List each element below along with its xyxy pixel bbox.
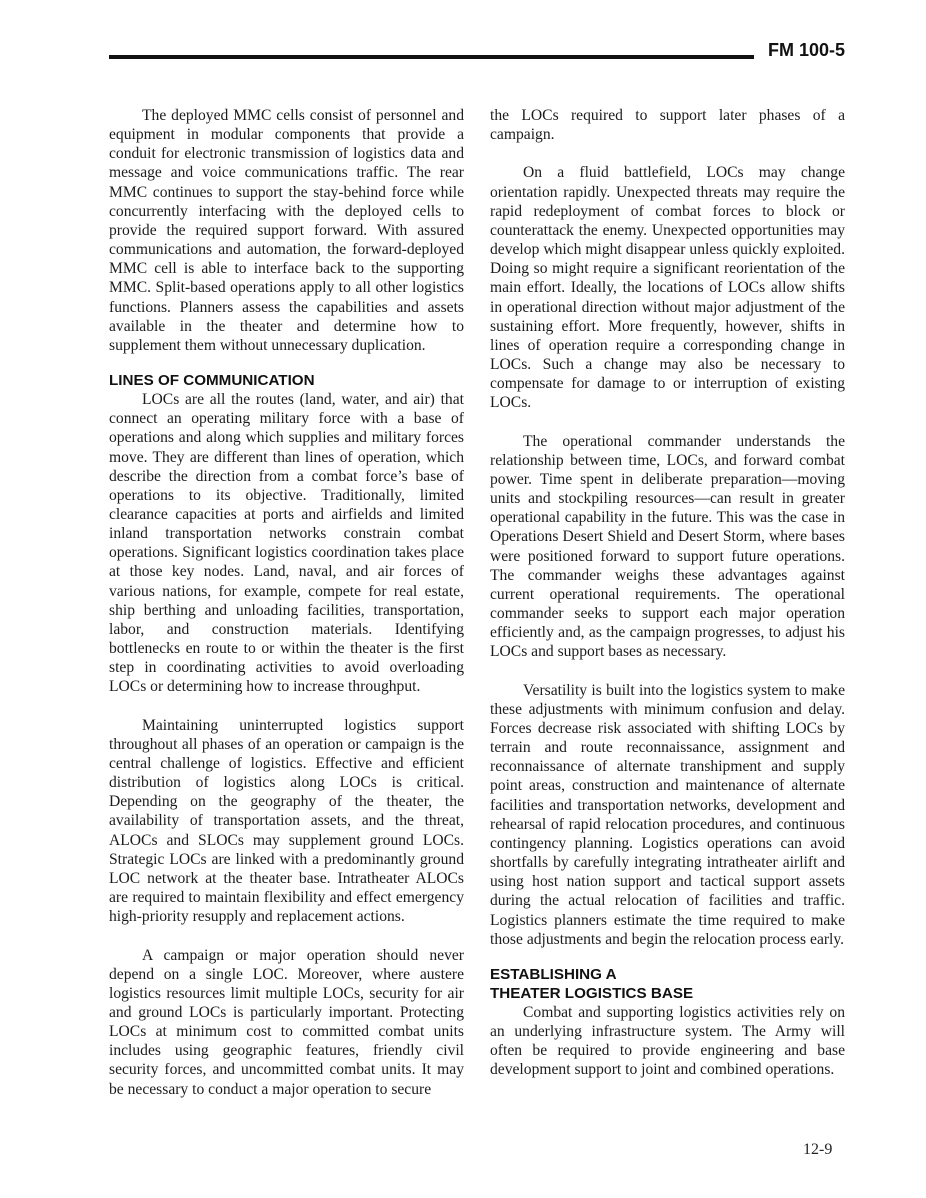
header-rule xyxy=(109,55,754,59)
page-number: 12-9 xyxy=(803,1141,833,1158)
paragraph-single-loc: A campaign or major operation should never depend on a single LOC. Moreover, where austere logistics resources limit multiple LOCs, security for air and ground LOCs is particularly important. Protecting LOCs at minimum cost to committed combat units includes using geographic features, friendly civil security forces, and uncommitted combat units. It may be necessary to conduct a major operation to secure xyxy=(109,946,464,1098)
right-column xyxy=(490,106,845,1079)
paragraph-operational-commander: The operational commander understands the relationship between time, LOCs, and forward combat power. Time spent in deliberate preparation—moving units and stockpiling resources—can result in greater operational capability in the future. This was the case in Operations Desert Shield and Desert Storm, where bases were positioned forward to support future operations. The commander weighs these advantages against current operational requirements. The operational commander seeks to support each major operation efficiently and, as the campaign progresses, to adjust his LOCs and support bases as necessary. xyxy=(490,432,845,661)
paragraph-uninterrupted-support: Maintaining uninterrupted logistics support throughout all phases of an operation or campaign is the central challenge of logistics. Effective and efficient distribution of logistics along LOCs is critical. Depending on the geography of the theater, the availability of transportation assets, and the threat, ALOCs and SLOCs may supplement ground LOCs. Strategic LOCs are linked with a predominantly ground LOC network at the theater base. Intratheater ALOCs are required to maintain flexibility and effect emergency high-priority resupply and replacement actions. xyxy=(109,716,464,926)
paragraph-fluid-battlefield: On a fluid battlefield, LOCs may change orientation rapidly. Unexpected threats may require the rapid redeployment of combat forces to block or counterattack the enemy. Unexpected opportunities may develop which might disappear unless quickly exploited. Doing so might require a significant reorientation of the main effort. Ideally, the locations of LOCs allow shifts in operational direction without major adjustment of the sustaining effort. More frequently, however, shifts in lines of operation require a corresponding change in LOCs. Such a change may also be necessary to compensate for damage to or interruption of existing LOCs. xyxy=(490,164,845,412)
left-column xyxy=(109,106,464,1099)
section-heading-theater-logistics-base-line-2: THEATER LOGISTICS BASE xyxy=(490,984,694,1002)
paragraph-single-loc-continued: the LOCs required to support later phases of a campaign. xyxy=(490,107,845,144)
paragraph-locs-definition: LOCs are all the routes (land, water, and air) that connect an operating military force with a base of operations and along which supplies and military forces move. They are different than lines of operation, which describe the direction from a combat force’s base of operations to its objective. Traditionally, limited clearance capacities at ports and airfields and limited inland transportation networks constrain combat operations. Significant logistics coordination takes place at those key nodes. Land, naval, and air forces of various nations, for example, compete for real estate, ship berthing and unloading facilities, transportation, labor, and construction materials. Identifying bottlenecks en route to or within the theater is the first step in coordinating activities to avoid overloading LOCs or determining how to increase throughput. xyxy=(109,391,464,696)
paragraph-infrastructure: Combat and supporting logistics activities rely on an underlying infrastructure system. The Army will often be required to provide engineering and base development support to joint and combined operations. xyxy=(490,1003,845,1079)
section-heading-theater-logistics-base-line-1: ESTABLISHING A xyxy=(490,965,617,983)
section-heading-lines-of-communication: LINES OF COMMUNICATION xyxy=(109,372,315,390)
paragraph-versatility: Versatility is built into the logistics system to make these adjustments with minimum confusion and delay. Forces decrease risk associated with shifting LOCs by terrain and route reconnaissance, assignment and reconnaissance of alternate transhipment and supply point areas, construction and maintenance of alternate facilities and transportation networks, development and rehearsal of rapid relocation procedures, and continuous contingency planning. Logistics operations can avoid shortfalls by carefully integrating intratheater airlift and using host nation support and tactical support assets during the actual relocation of facilities and traffic. Logistics planners estimate the time required to make those adjustments and begin the relocation process early. xyxy=(490,681,845,948)
document-id: FM 100-5 xyxy=(768,40,846,60)
paragraph-mmc-cells: The deployed MMC cells consist of personnel and equipment in modular components that provide a conduit for electronic transmission of logistics data and message and voice communications traffic. The rear MMC continues to support the stay-behind force while concurrently interfacing with the deployed cells to provide the required support forward. With assured communications and automation, the forward-deployed MMC cell is able to interface back to the supporting MMC. Split-based operations apply to all other logistics functions. Planners assess the capabilities and assets available in the theater and determine how to supplement them without unnecessary duplication. xyxy=(109,107,464,354)
